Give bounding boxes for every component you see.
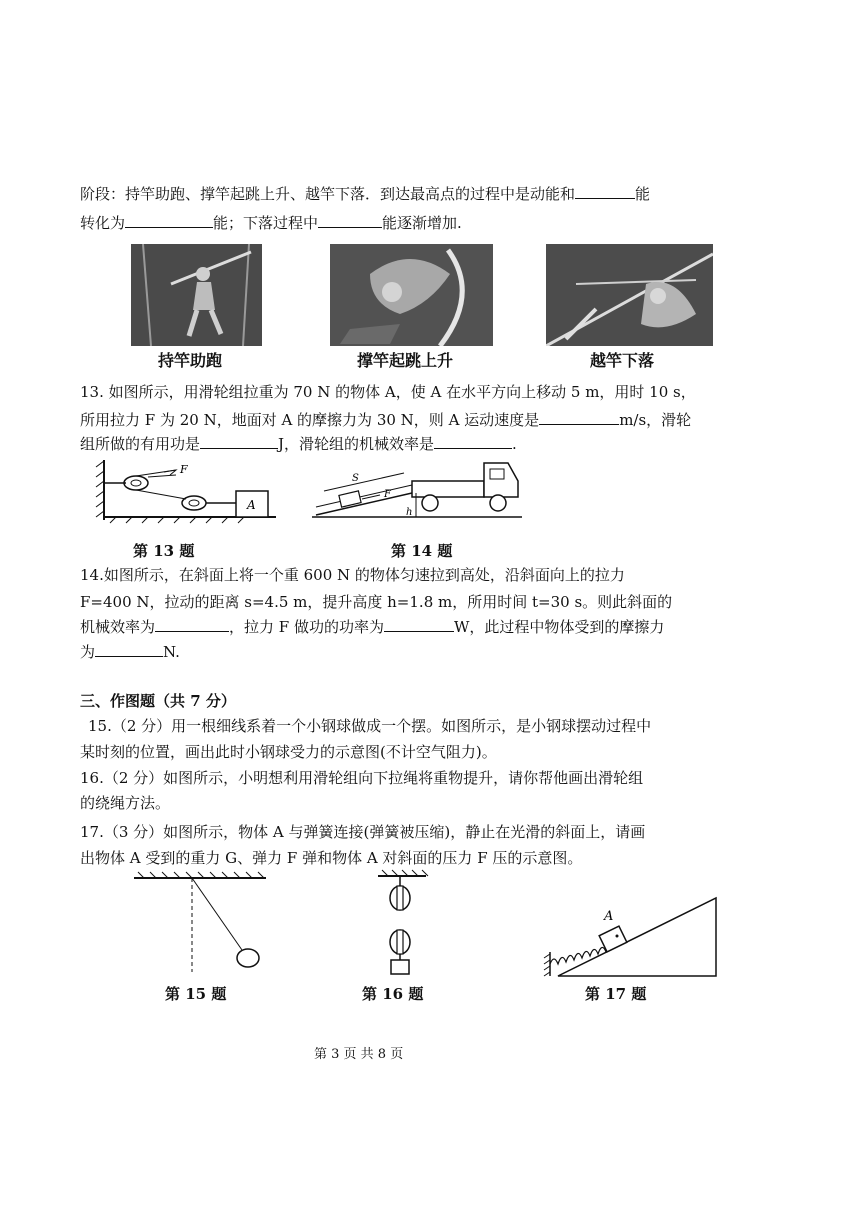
- answer-blank[interactable]: [155, 617, 229, 632]
- q13-text: 组所做的有用功是: [80, 435, 201, 453]
- q14-text: W，此过程中物体受到的摩擦力: [453, 618, 665, 636]
- q12-text: 能: [635, 185, 651, 203]
- page-number: 第 3 页 共 8 页: [314, 1047, 404, 1062]
- q15-line-2: 某时刻的位置，画出此时小钢球受力的示意图(不计空气阻力)。: [80, 743, 497, 761]
- q14-text: 为: [80, 643, 96, 661]
- figure-16-caption: 第 16 题: [362, 985, 424, 1003]
- answer-blank[interactable]: [125, 213, 213, 228]
- photo-pole-vault-rise: [330, 244, 493, 346]
- answer-blank[interactable]: [318, 213, 382, 228]
- answer-blank[interactable]: [539, 410, 619, 425]
- answer-blank[interactable]: [434, 434, 512, 449]
- q14-text: 机械效率为: [80, 618, 156, 636]
- q13-text: .: [512, 435, 517, 453]
- q16-line-2: 的绕绳方法。: [80, 794, 171, 812]
- photo-caption: 撑竿起跳上升: [357, 351, 454, 370]
- figure-16-pulley-set: [376, 870, 436, 980]
- q14-text: ，拉力 F 做功的功率为: [229, 618, 384, 636]
- photo-caption: 越竿下落: [590, 351, 655, 370]
- force-label: F: [180, 463, 188, 476]
- q15-line-1: 15.（2 分）用一根细线系着一个小钢球做成一个摆。如图所示，是小钢球摆动过程中: [88, 717, 652, 735]
- q13-line-1: 13. 如图所示，用滑轮组拉重为 70 N 的物体 A，使 A 在水平方向上移动 5 m，用时 10 s，: [80, 383, 696, 401]
- figure-17-incline-spring: [544, 890, 724, 980]
- photo-over-bar-fall: [546, 244, 713, 346]
- q13-text: 所用拉力 F 为 20 N，地面对 A 的摩擦力为 30 N，则 A 运动速度是: [80, 411, 540, 429]
- figure-17-caption: 第 17 题: [585, 985, 647, 1003]
- q14-text: N.: [163, 643, 180, 661]
- q13-text: m/s，滑轮: [619, 411, 692, 429]
- answer-blank[interactable]: [384, 617, 454, 632]
- q12-line-1: [80, 184, 650, 204]
- q12-text: 阶段：持竿助跑、撑竿起跳上升、越竿下落．到达最高点的过程中是动能和: [80, 185, 576, 203]
- distance-label: S: [352, 473, 359, 484]
- figure-15-caption: 第 15 题: [165, 985, 227, 1003]
- block-label: A: [604, 909, 614, 924]
- q12-line-2: [80, 213, 462, 233]
- q13-line-2: [80, 410, 691, 430]
- force-label: F: [384, 489, 391, 500]
- q14-line-2: F=400 N，拉动的距离 s=4.5 m，提升高度 h=1.8 m，所用时间 t=30 s。则此斜面的: [80, 593, 673, 611]
- q16-line-1: 16.（2 分）如图所示，小明想利用滑轮组向下拉绳将重物提升，请你帮他画出滑轮组: [80, 769, 644, 787]
- block-label: A: [247, 498, 256, 512]
- q12-text: 能逐渐增加.: [382, 214, 462, 232]
- figure-14-truck-ramp: [312, 457, 522, 527]
- q14-line-1: 14.如图所示，在斜面上将一个重 600 N 的物体匀速拉到高处，沿斜面向上的拉力: [80, 566, 625, 584]
- q12-text: 能；下落过程中: [213, 214, 319, 232]
- figure-13-pulley: [96, 455, 286, 525]
- photo-run-with-pole: [131, 244, 262, 346]
- q14-line-4: [80, 642, 180, 662]
- q17-line-2: 出物体 A 受到的重力 G、弹力 F 弹和物体 A 对斜面的压力 F 压的示意图。: [80, 849, 583, 867]
- q13-line-3: [80, 434, 517, 454]
- section-title: 三、作图题（共 7 分）: [80, 692, 236, 710]
- answer-blank[interactable]: [95, 642, 163, 657]
- photo-caption: 持竿助跑: [158, 351, 223, 370]
- answer-blank[interactable]: [200, 434, 278, 449]
- q17-line-1: 17.（3 分）如图所示，物体 A 与弹簧连接(弹簧被压缩)，静止在光滑的斜面上，请画: [80, 823, 646, 841]
- answer-blank[interactable]: [575, 184, 635, 199]
- q12-text: 转化为: [80, 214, 126, 232]
- figure-15-pendulum: [130, 872, 270, 972]
- q14-line-3: [80, 617, 664, 637]
- figure-14-caption: 第 14 题: [391, 542, 453, 560]
- figure-13-caption: 第 13 题: [133, 542, 195, 560]
- height-label: h: [406, 507, 413, 518]
- q13-text: J，滑轮组的机械效率是: [278, 435, 435, 453]
